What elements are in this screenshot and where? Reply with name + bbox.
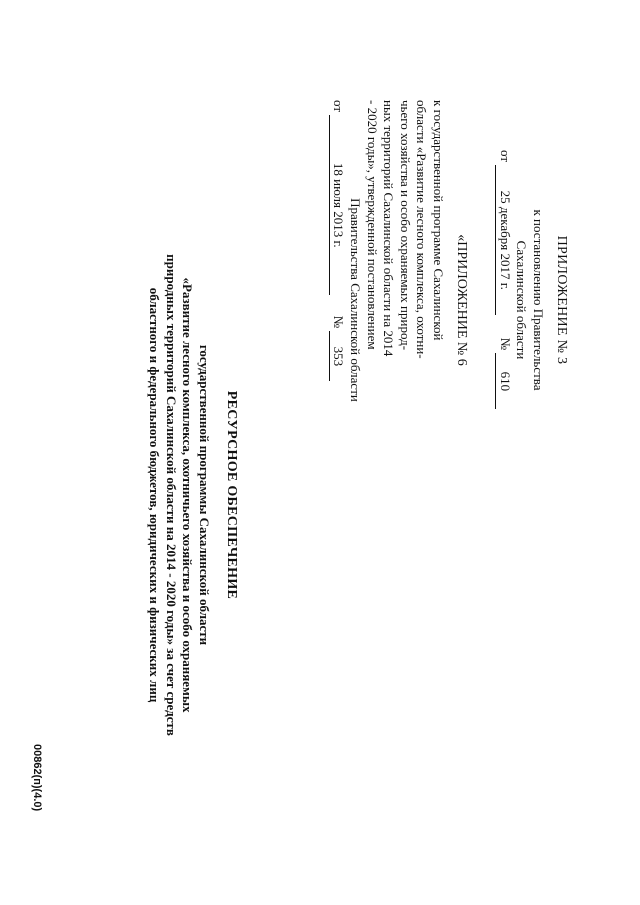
appendix-3-date: 25 декабря 2017 г. [495, 165, 513, 315]
appendix-3-line-2: Сахалинской области [514, 240, 530, 360]
appendix-6-date-line [329, 100, 347, 500]
appendix-6-line-5: - 2020 годы», утвержденной постановлением [364, 100, 380, 350]
appendix-3-title: ПРИЛОЖЕНИЕ № 3 [554, 235, 569, 365]
resource-provision-line-3: природных территорий Сахалинской области на 2014 - 2020 годы» за счет средств [163, 254, 179, 736]
appendix-3-date-line [495, 150, 513, 450]
appendix-3-header [495, 150, 570, 450]
resource-provision-section [146, 195, 240, 795]
appendix-3-number: 610 [495, 353, 513, 409]
appendix-6-line-3: чьего хозяйства и особо охраняемых природ- [397, 100, 413, 351]
appendix-6-date: 18 июля 2013 г. [329, 115, 347, 295]
appendix-6-number-label: № [331, 315, 347, 329]
appendix-6-header [329, 100, 470, 500]
appendix-3-number-label: № [497, 337, 513, 351]
appendix-3-from-label: от [497, 150, 513, 163]
appendix-6-line-2: области «Развитие лесного комплекса, охотни- [414, 100, 430, 359]
appendix-6-from-label: от [331, 100, 347, 113]
resource-provision-line-4: областного и федерального бюджетов, юридических и физических лиц [147, 287, 163, 703]
appendix-6-line-6: Правительства Сахалинской области [347, 198, 363, 402]
appendix-6-line-1: к государственной программе Сахалинской [431, 100, 447, 341]
appendix-6-line-4: ных территорий Сахалинской области на 2014 [381, 100, 397, 357]
resource-provision-title: РЕСУРСНОЕ ОБЕСПЕЧЕНИЕ [224, 390, 239, 600]
appendix-3-line-1: к постановлению Правительства [531, 209, 547, 391]
resource-provision-line-2: «Развитие лесного комплекса, охотничьего хозяйства и особо охраняемых [180, 277, 196, 713]
appendix-6-number: 353 [329, 331, 347, 381]
resource-provision-line-1: государственной программы Сахалинской области [197, 344, 213, 646]
appendix-6-title: «ПРИЛОЖЕНИЕ № 6 [454, 234, 469, 366]
document-code: 00862(п)(4.0) [31, 744, 43, 812]
